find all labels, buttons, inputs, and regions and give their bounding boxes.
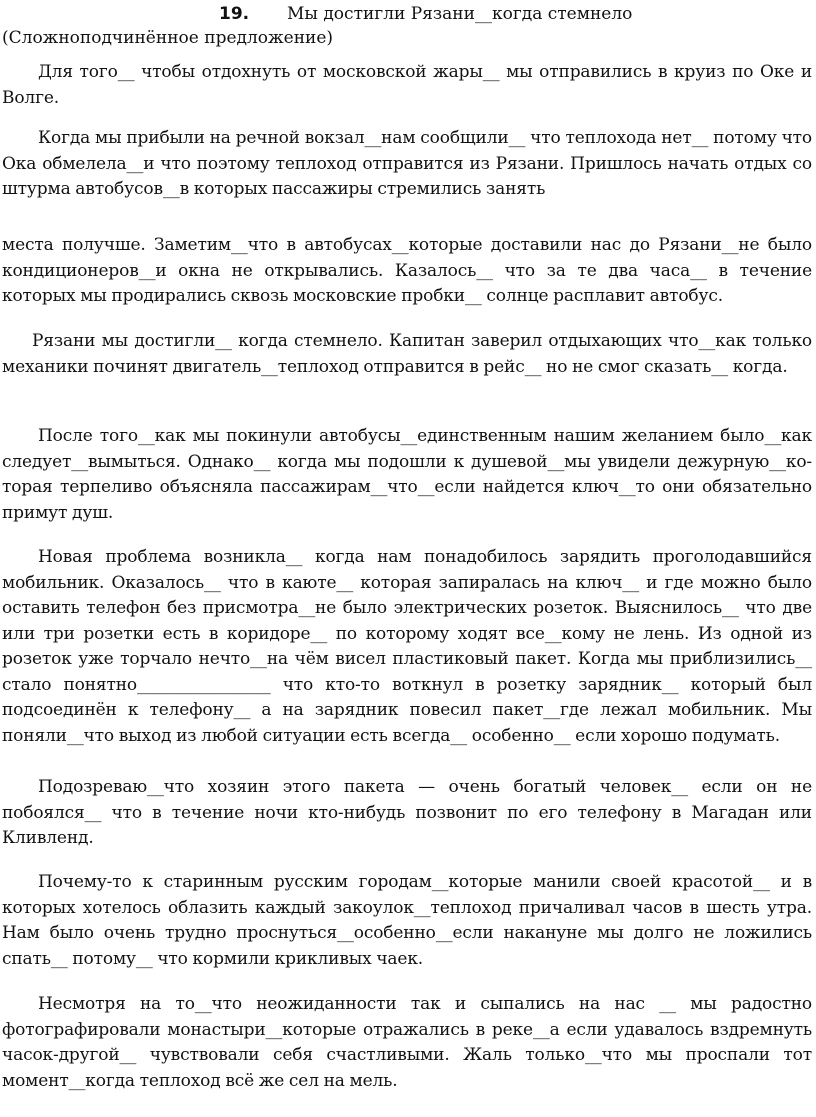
paragraph-4: Рязани мы достигли__ когда стемнело. Капитан заверил отдыхающих что__как только механики починят двигатель__теплоход отправится в рейс__ но не смог сказать__ когда. <box>2 331 812 377</box>
paragraph-3: места получше. Заметим__что в автобусах__которые доставили нас до Рязани__не было кондиционеров__и окна не открывались. Казалось__ что за те два часа__ в течение которых мы продирались сквозь московские пробки__ солнце расплавит автобус. <box>2 235 812 306</box>
paragraph-1: Для того__ чтобы отдохнуть от московской жары__ мы отправились в круиз по Оке и Волге. <box>2 62 812 108</box>
paragraph-7: Подозреваю__что хозяин этого пакета — очень богатый человек__ если он не побоялся__ что в течение ночи кто-нибудь позвонит по его телефону в Магадан или Кливленд. <box>2 777 812 848</box>
task-title: Мы достигли Рязани__когда стемнело <box>287 4 633 24</box>
paragraph-9: Несмотря на то__что неожиданности так и сыпались на нас __ мы радостно фотографировали монастыри__которые отражались в реке__а если удавалось вздремнуть часок-другой__ чувствовали себя счастливыми. Жаль только__что мы проспали тот момент__когда теплоход всё же сел на мель. <box>2 994 812 1091</box>
task-subtitle: (Сложноподчинённое предложение) <box>2 28 334 48</box>
paragraph-2: Когда мы прибыли на речной вокзал__нам сообщили__ что теплохода нет__ потому что Ока обмелела__и что поэтому теплоход отправится из Рязани. Пришлось начать отдых со штурма автобусов__в которых пассажиры стремились занять <box>2 128 812 199</box>
task-number: 19. <box>219 4 250 24</box>
paragraph-6: Новая проблема возникла__ когда нам понадобилось зарядить проголодавшийся мобильник. Оказалось__ что в каюте__ которая запиралась на ключ__ и где можно было оставить телефон без присмотра__не было электрических розеток. Выяснилось__ что две или три розетки есть в коридоре__ по которому ходят все__кому не лень. Из одной из розеток уже торчало нечто__на чём висел пластиковый пакет. Когда мы приблизились__ стало понятно________________ что кто-то воткнул в розетку зарядник__ который был подсоединён к телефону__ а на зарядник повесил пакет__где лежал мобильник. Мы поняли__что выход из любой ситуации есть всегда__ особенно__ если хорошо подумать. <box>2 547 812 746</box>
paragraph-5: После того__как мы покинули автобусы__единственным нашим желанием было__как следует__вымыться. Однако__ когда мы подошли к душевой__мы увидели дежурную__ко-торая терпеливо объясняла пассажирам__что__если найдется ключ__то они обязательно примут душ. <box>2 426 812 523</box>
title-line <box>0 2 816 26</box>
paragraph-8: Почему-то к старинным русским городам__которые манили своей красотой__ и в которых хотелось облазить каждый закоулок__теплоход причаливал часов в шесть утра. Нам было очень трудно проснуться__особенно__если накануне мы долго не ложились спать__ потому__ что кормили крикливых чаек. <box>2 872 812 969</box>
header <box>0 2 816 26</box>
